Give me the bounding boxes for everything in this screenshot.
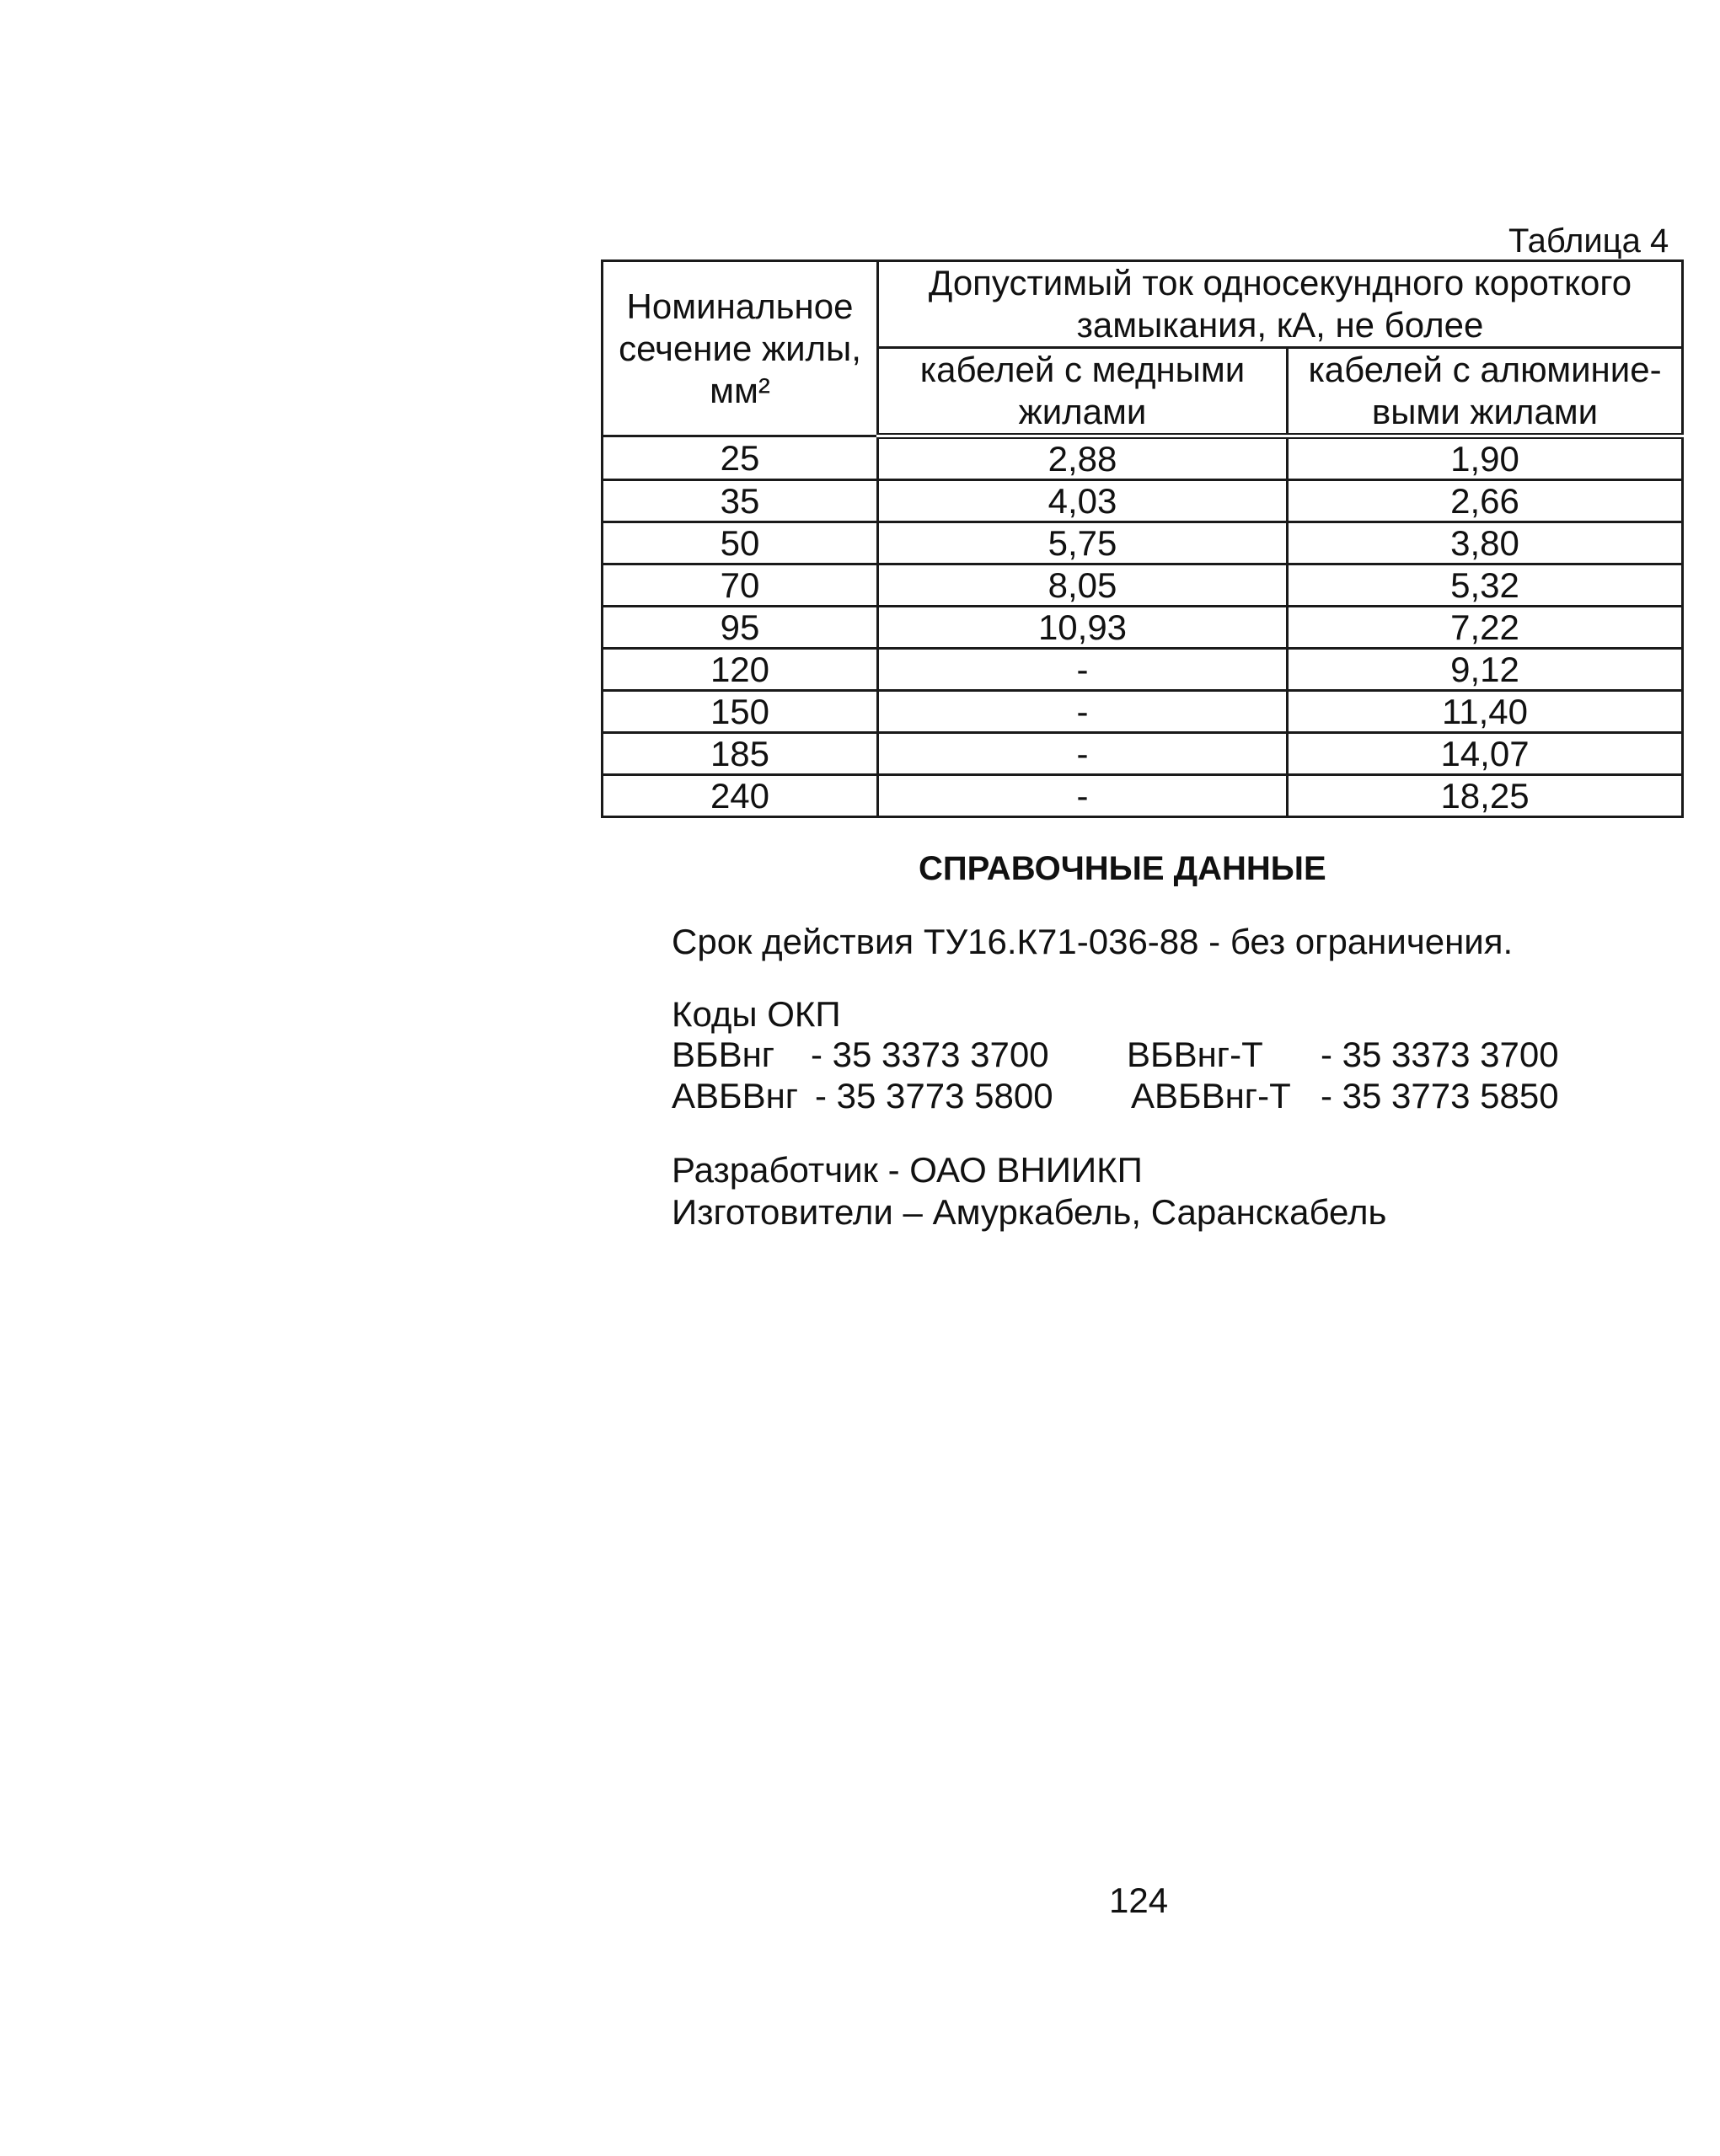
table-row: [603, 649, 1683, 691]
table-row: [603, 480, 1683, 522]
cell-section: 150: [603, 691, 878, 733]
table-row: [603, 436, 1683, 480]
cell-copper: -: [878, 691, 1288, 733]
table-row: [603, 522, 1683, 564]
cell-section: 185: [603, 733, 878, 775]
okp-code: - 35 3773 5850: [1321, 1076, 1559, 1115]
page-number: 124: [1109, 1880, 1169, 1920]
cable-brand: ВБВнг: [672, 1035, 775, 1074]
header-copper-cables: кабелей с медными жилами: [878, 348, 1288, 436]
cell-copper: 10,93: [878, 607, 1288, 649]
cell-section: 95: [603, 607, 878, 649]
cell-section: 35: [603, 480, 878, 522]
header-aluminium-cables: кабелей с алюминие-выми жилами: [1288, 348, 1683, 436]
cell-aluminium: 9,12: [1288, 649, 1683, 691]
header-allowed-current: Допустимый ток односекундного короткого замыкания, кА, не более: [878, 261, 1683, 348]
cell-aluminium: 3,80: [1288, 522, 1683, 564]
cell-section: 240: [603, 775, 878, 817]
cable-brand: АВБВнг: [672, 1076, 799, 1115]
cable-brand: ВБВнг-Т: [1127, 1035, 1263, 1074]
cell-section: 120: [603, 649, 878, 691]
table-row: [603, 691, 1683, 733]
cell-aluminium: 2,66: [1288, 480, 1683, 522]
okp-code: - 35 3773 5800: [815, 1076, 1053, 1115]
cell-copper: -: [878, 733, 1288, 775]
cell-aluminium: 18,25: [1288, 775, 1683, 817]
manufacturers-text: Изготовители – Амуркабель, Саранскабель: [672, 1192, 1387, 1232]
cable-brand: АВБВнг-Т: [1131, 1076, 1291, 1115]
cell-aluminium: 7,22: [1288, 607, 1683, 649]
cell-copper: -: [878, 649, 1288, 691]
okp-codes-heading: Коды ОКП: [672, 994, 841, 1034]
cell-copper: 4,03: [878, 480, 1288, 522]
table-row: [603, 775, 1683, 817]
cell-section: 70: [603, 564, 878, 607]
cell-section: 50: [603, 522, 878, 564]
cell-copper: 8,05: [878, 564, 1288, 607]
cell-aluminium: 1,90: [1288, 436, 1683, 480]
cell-copper: -: [878, 775, 1288, 817]
cell-aluminium: 5,32: [1288, 564, 1683, 607]
developer-text: Разработчик - ОАО ВНИИКП: [672, 1150, 1143, 1190]
table-row: [603, 733, 1683, 775]
short-circuit-current-table: [601, 259, 1684, 818]
okp-code: - 35 3373 3700: [811, 1035, 1049, 1074]
cell-copper: 5,75: [878, 522, 1288, 564]
cell-aluminium: 14,07: [1288, 733, 1683, 775]
validity-text: Срок действия ТУ16.К71-036-88 - без ограничения.: [672, 922, 1514, 961]
table-header-row: [603, 261, 1683, 348]
table-row: [603, 607, 1683, 649]
header-nominal-section: Номинальное сечение жилы, мм²: [603, 261, 878, 436]
okp-code: - 35 3373 3700: [1321, 1035, 1559, 1074]
table-caption: Таблица 4: [1508, 222, 1669, 259]
cell-aluminium: 11,40: [1288, 691, 1683, 733]
cell-section: 25: [603, 436, 878, 480]
table-row: [603, 564, 1683, 607]
reference-data-title: СПРАВОЧНЫЕ ДАННЫЕ: [919, 850, 1326, 887]
cell-copper: 2,88: [878, 436, 1288, 480]
